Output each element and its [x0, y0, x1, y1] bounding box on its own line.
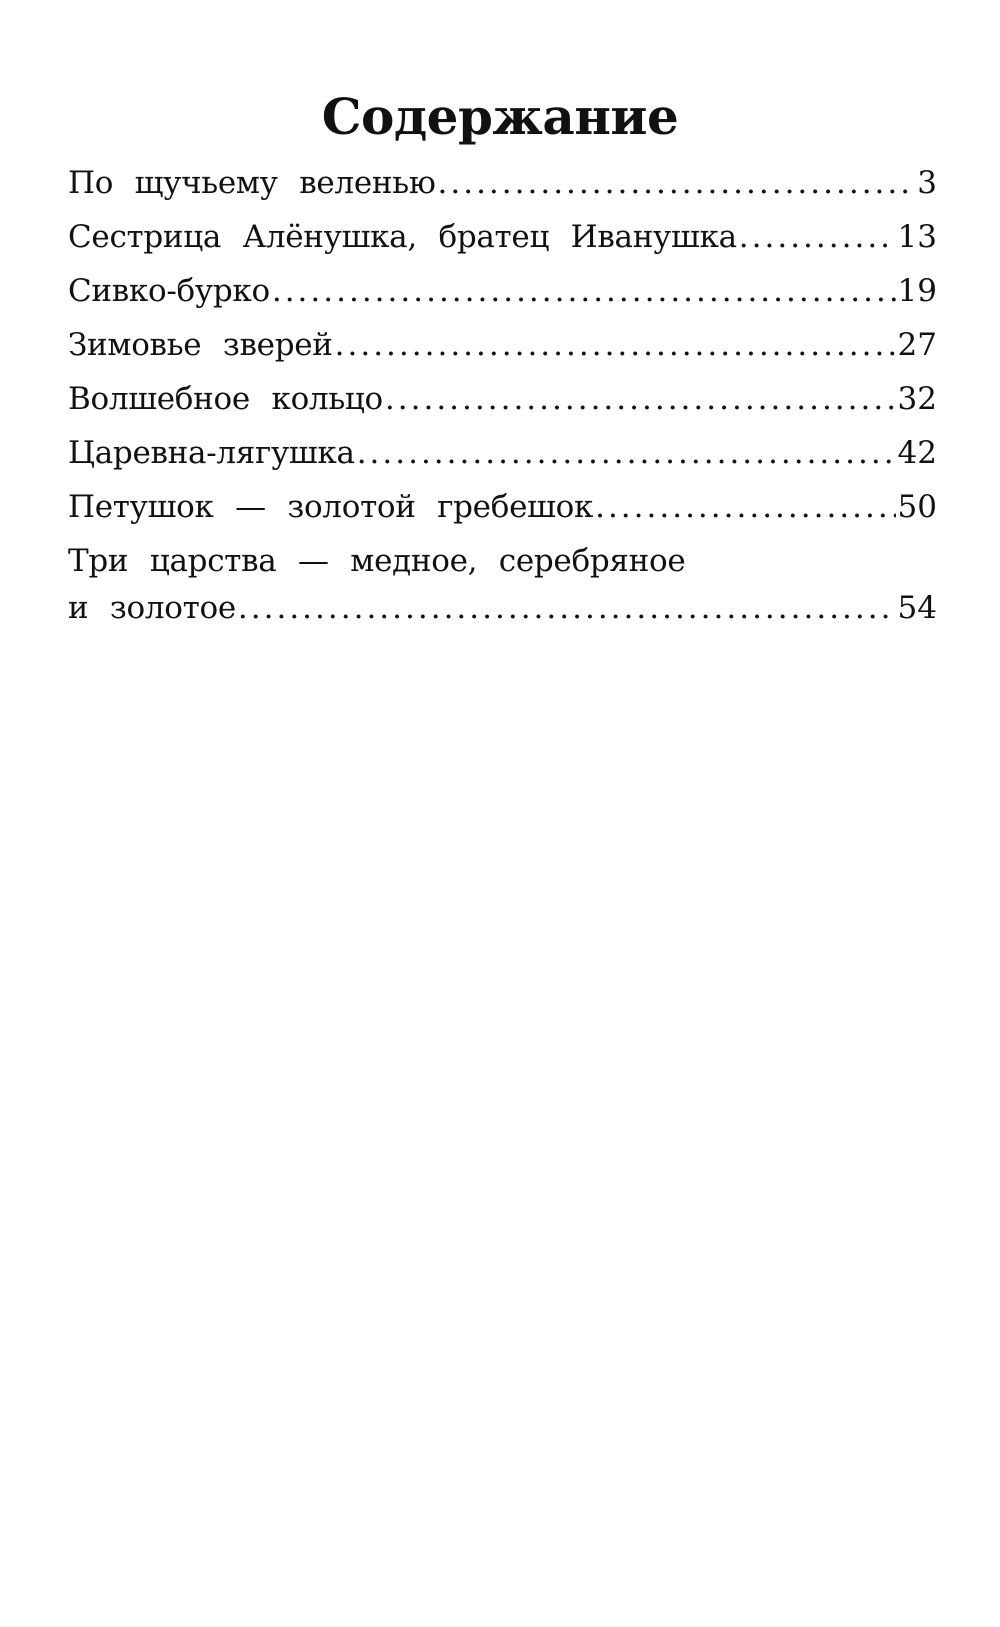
toc-entry[interactable]: [68, 538, 937, 632]
toc-entry[interactable]: [68, 322, 937, 369]
dot-leader: [335, 322, 896, 369]
toc-entry-title: По щучьему веленью: [68, 165, 436, 201]
dot-leader: [595, 484, 895, 531]
toc-entry[interactable]: [68, 160, 937, 207]
dot-leader: [385, 376, 896, 423]
toc-entry-title: Волшебное кольцо: [68, 381, 383, 417]
toc-page-number: 3: [917, 165, 937, 201]
toc-entry[interactable]: [68, 484, 937, 531]
dot-leader: [438, 160, 916, 207]
toc-entry-title-line2: и золотое: [68, 590, 236, 626]
toc-entry-title: Петушок — золотой гребешок: [68, 489, 594, 525]
dot-leader: [238, 585, 896, 632]
toc-page-number: 19: [897, 273, 937, 309]
toc-page-number: 50: [897, 489, 937, 525]
toc-entry-title: Царевна-лягушка: [68, 435, 355, 471]
toc-page-number: 42: [897, 435, 937, 471]
toc-page-number: 27: [897, 327, 937, 363]
page-title: Содержание: [321, 87, 679, 146]
toc-entry[interactable]: [68, 376, 937, 423]
toc-entry-title-line1: Три царства — медное, серебряное: [68, 543, 686, 579]
toc-entry-title: Сивко-бурко: [68, 273, 270, 309]
toc-entry-title: Зимовье зверей: [68, 327, 333, 363]
toc-entry[interactable]: [68, 268, 937, 315]
dot-leader: [272, 268, 896, 315]
toc-page-number: 32: [897, 381, 937, 417]
toc-entry[interactable]: [68, 214, 937, 261]
toc-page-number: 13: [897, 219, 937, 255]
dot-leader: [739, 214, 896, 261]
toc-entry[interactable]: [68, 430, 937, 477]
toc-list: [68, 160, 937, 632]
toc-entry-title: Сестрица Алёнушка, братец Иванушка: [68, 219, 737, 255]
toc-page-number: 54: [897, 590, 937, 626]
dot-leader: [357, 430, 896, 477]
